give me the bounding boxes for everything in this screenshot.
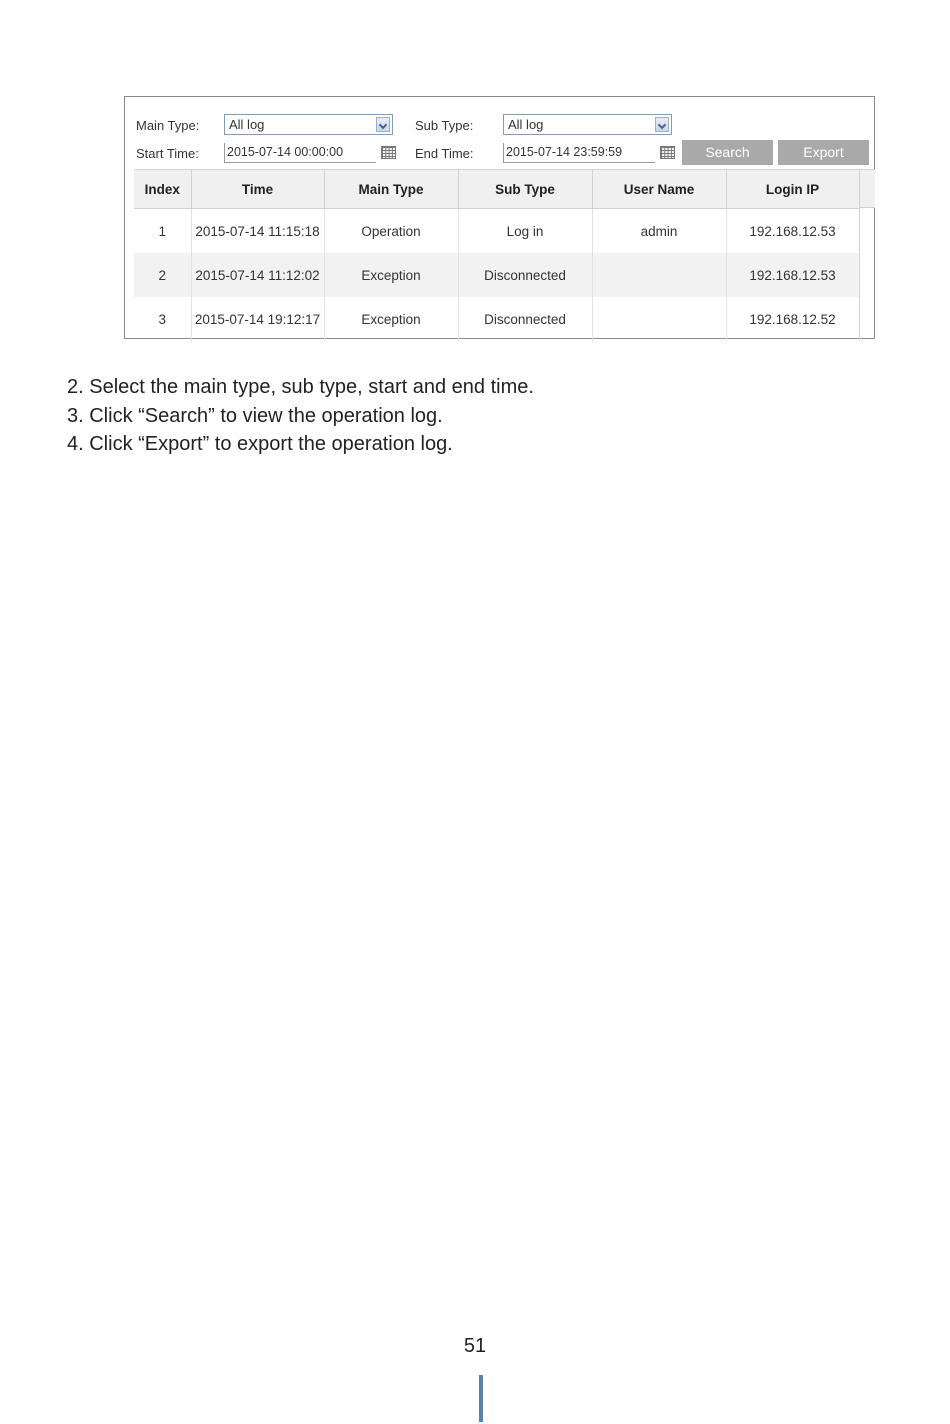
column-header-main-type[interactable]: Main Type bbox=[324, 170, 458, 209]
start-time-label: Start Time: bbox=[136, 146, 199, 161]
main-type-label: Main Type: bbox=[136, 118, 200, 133]
table-row[interactable] bbox=[134, 209, 859, 254]
cell-time: 2015-07-14 11:12:02 bbox=[191, 253, 324, 297]
scrollbar-header bbox=[860, 169, 875, 208]
cell-time: 2015-07-14 19:12:17 bbox=[191, 297, 324, 341]
page-footer-bar bbox=[479, 1375, 483, 1422]
main-type-value: All log bbox=[229, 117, 265, 132]
cell-main-type: Operation bbox=[324, 209, 458, 254]
cell-index: 2 bbox=[134, 253, 191, 297]
column-header-user-name[interactable]: User Name bbox=[592, 170, 726, 209]
export-button[interactable]: Export bbox=[778, 140, 869, 165]
step-item: 3. Click “Search” to view the operation log. bbox=[67, 404, 443, 427]
cell-index: 3 bbox=[134, 297, 191, 341]
table-header-row bbox=[134, 170, 859, 209]
calendar-icon[interactable] bbox=[381, 146, 396, 159]
cell-index: 1 bbox=[134, 209, 191, 254]
column-header-time[interactable]: Time bbox=[191, 170, 324, 209]
cell-sub-type: Log in bbox=[458, 209, 592, 254]
cell-time: 2015-07-14 11:15:18 bbox=[191, 209, 324, 254]
column-header-index[interactable]: Index bbox=[134, 170, 191, 209]
cell-main-type: Exception bbox=[324, 297, 458, 341]
sub-type-label: Sub Type: bbox=[415, 118, 474, 133]
chevron-down-icon[interactable] bbox=[376, 117, 390, 132]
end-time-label: End Time: bbox=[415, 146, 474, 161]
step-item: 4. Click “Export” to export the operation log. bbox=[67, 433, 453, 455]
search-button[interactable]: Search bbox=[682, 140, 773, 165]
page-number: 51 bbox=[463, 1335, 487, 1357]
main-type-select[interactable] bbox=[224, 114, 393, 135]
cell-main-type: Exception bbox=[324, 253, 458, 297]
sub-type-value: All log bbox=[508, 117, 544, 132]
chevron-down-icon[interactable] bbox=[655, 117, 669, 132]
calendar-icon[interactable] bbox=[660, 146, 675, 159]
sub-type-select[interactable] bbox=[503, 114, 672, 135]
instruction-steps bbox=[67, 373, 534, 459]
log-search-panel bbox=[124, 96, 875, 339]
cell-login-ip: 192.168.12.52 bbox=[726, 297, 859, 341]
table-scrollbar[interactable] bbox=[859, 169, 875, 339]
cell-user-name bbox=[592, 297, 726, 341]
log-table bbox=[134, 169, 860, 341]
step-item: 2. Select the main type, sub type, start and end time. bbox=[67, 376, 534, 398]
cell-user-name: admin bbox=[592, 209, 726, 254]
cell-user-name bbox=[592, 253, 726, 297]
table-row[interactable] bbox=[134, 297, 859, 341]
cell-login-ip: 192.168.12.53 bbox=[726, 209, 859, 254]
cell-sub-type: Disconnected bbox=[458, 297, 592, 341]
column-header-sub-type[interactable]: Sub Type bbox=[458, 170, 592, 209]
start-time-field[interactable]: 2015-07-14 00:00:00 bbox=[224, 143, 376, 163]
column-header-login-ip[interactable]: Login IP bbox=[726, 170, 859, 209]
end-time-field[interactable]: 2015-07-14 23:59:59 bbox=[503, 143, 655, 163]
table-row[interactable] bbox=[134, 253, 859, 297]
cell-sub-type: Disconnected bbox=[458, 253, 592, 297]
cell-login-ip: 192.168.12.53 bbox=[726, 253, 859, 297]
